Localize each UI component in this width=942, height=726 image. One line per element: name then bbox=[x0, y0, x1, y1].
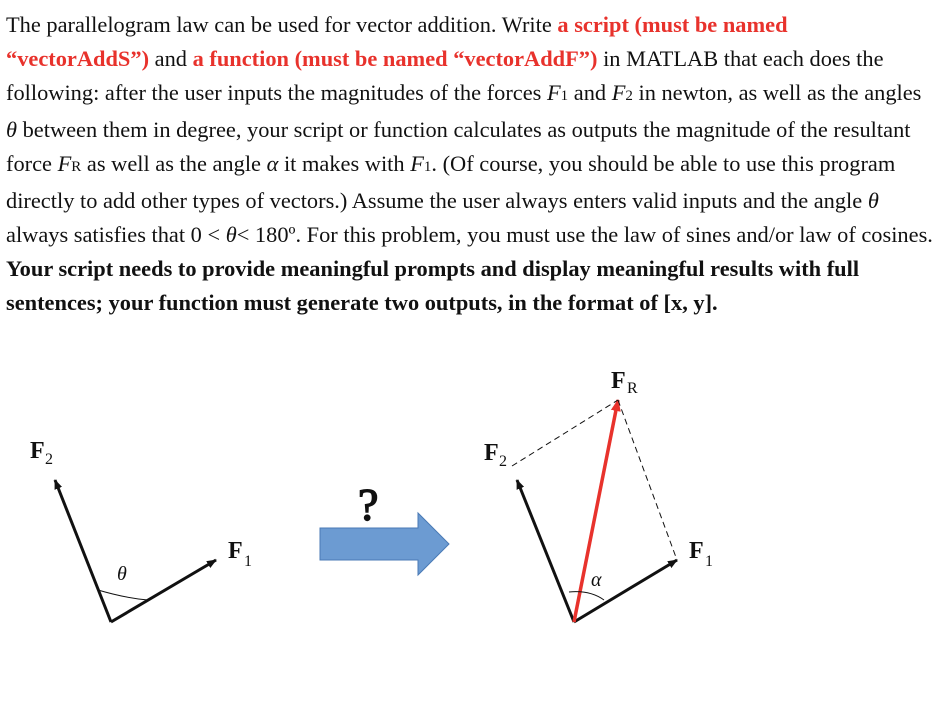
right-fr-sub: R bbox=[627, 380, 638, 397]
left-f2-vector bbox=[55, 480, 111, 622]
var-theta: θ bbox=[225, 222, 237, 247]
right-f2-label: F bbox=[484, 440, 499, 466]
var-alpha: α bbox=[266, 151, 279, 176]
text-run: . (Of course, you should be able to use this program directly to add other types of vectors.) Assume the user always enters valid inputs and the angle bbox=[6, 151, 896, 213]
var-f1: F bbox=[410, 151, 424, 176]
question-mark: ? bbox=[358, 479, 379, 530]
text-run: it makes with bbox=[278, 151, 411, 176]
parallelogram-dashed-right bbox=[618, 400, 677, 560]
right-f1-sub: 1 bbox=[705, 553, 713, 570]
right-fr-label: F bbox=[611, 368, 626, 394]
problem-statement bbox=[6, 8, 934, 320]
text-run: The parallelogram law can be used for vector addition. Write bbox=[6, 12, 558, 37]
vector-diagram bbox=[0, 360, 942, 726]
right-f2-sub: 2 bbox=[499, 453, 507, 470]
right-f1-label: F bbox=[689, 538, 704, 564]
text-run: in MATLAB that each does the following: after the user inputs the magnitudes of the forces bbox=[6, 46, 884, 105]
text-run: and bbox=[149, 46, 193, 71]
transition-arrow bbox=[320, 513, 449, 575]
text-run: < 180º. For this problem, you must use the law of sines and/or law of cosines. bbox=[236, 222, 933, 247]
var-fr: F bbox=[57, 151, 72, 176]
script-requirement: a script (must be named “vectorAddS”) bbox=[6, 12, 788, 71]
var-f1: F bbox=[546, 80, 561, 105]
right-f2-vector bbox=[517, 480, 574, 622]
left-f1-sub: 1 bbox=[244, 553, 252, 570]
text-run: always satisfies that 0 < bbox=[6, 222, 226, 247]
right-f1-vector bbox=[574, 560, 677, 622]
output-requirement: Your script needs to provide meaningful prompts and display meaningful results with full sentences; your function must generate two outputs, in the format of [x, y]. bbox=[6, 256, 860, 315]
var-theta: θ bbox=[867, 188, 879, 213]
text-run: between them in degree, your script or function calculates as outputs the magnitude of the resultant force bbox=[6, 117, 911, 176]
var-theta: θ bbox=[6, 117, 17, 142]
left-f2-sub: 2 bbox=[45, 451, 53, 468]
left-theta-label: θ bbox=[117, 563, 127, 585]
right-alpha-label: α bbox=[591, 569, 602, 591]
var-fr-sub: R bbox=[71, 159, 82, 175]
text-run: as well as the angle bbox=[81, 151, 267, 176]
text-run: in newton, as well as the angles bbox=[632, 80, 922, 105]
left-f1-label: F bbox=[228, 538, 243, 564]
parallelogram-dashed-top bbox=[512, 400, 618, 466]
var-f2-sub: 2 bbox=[625, 88, 633, 104]
right-alpha-arc bbox=[569, 592, 604, 600]
function-requirement: a function (must be named “vectorAddF”) bbox=[192, 46, 598, 71]
text-run: and bbox=[568, 80, 612, 105]
left-theta-arc bbox=[98, 590, 148, 600]
left-f2-label: F bbox=[30, 438, 45, 464]
var-f2: F bbox=[611, 80, 626, 105]
var-f1-sub: 1 bbox=[560, 88, 569, 104]
var-f1-sub: 1 bbox=[423, 159, 432, 175]
